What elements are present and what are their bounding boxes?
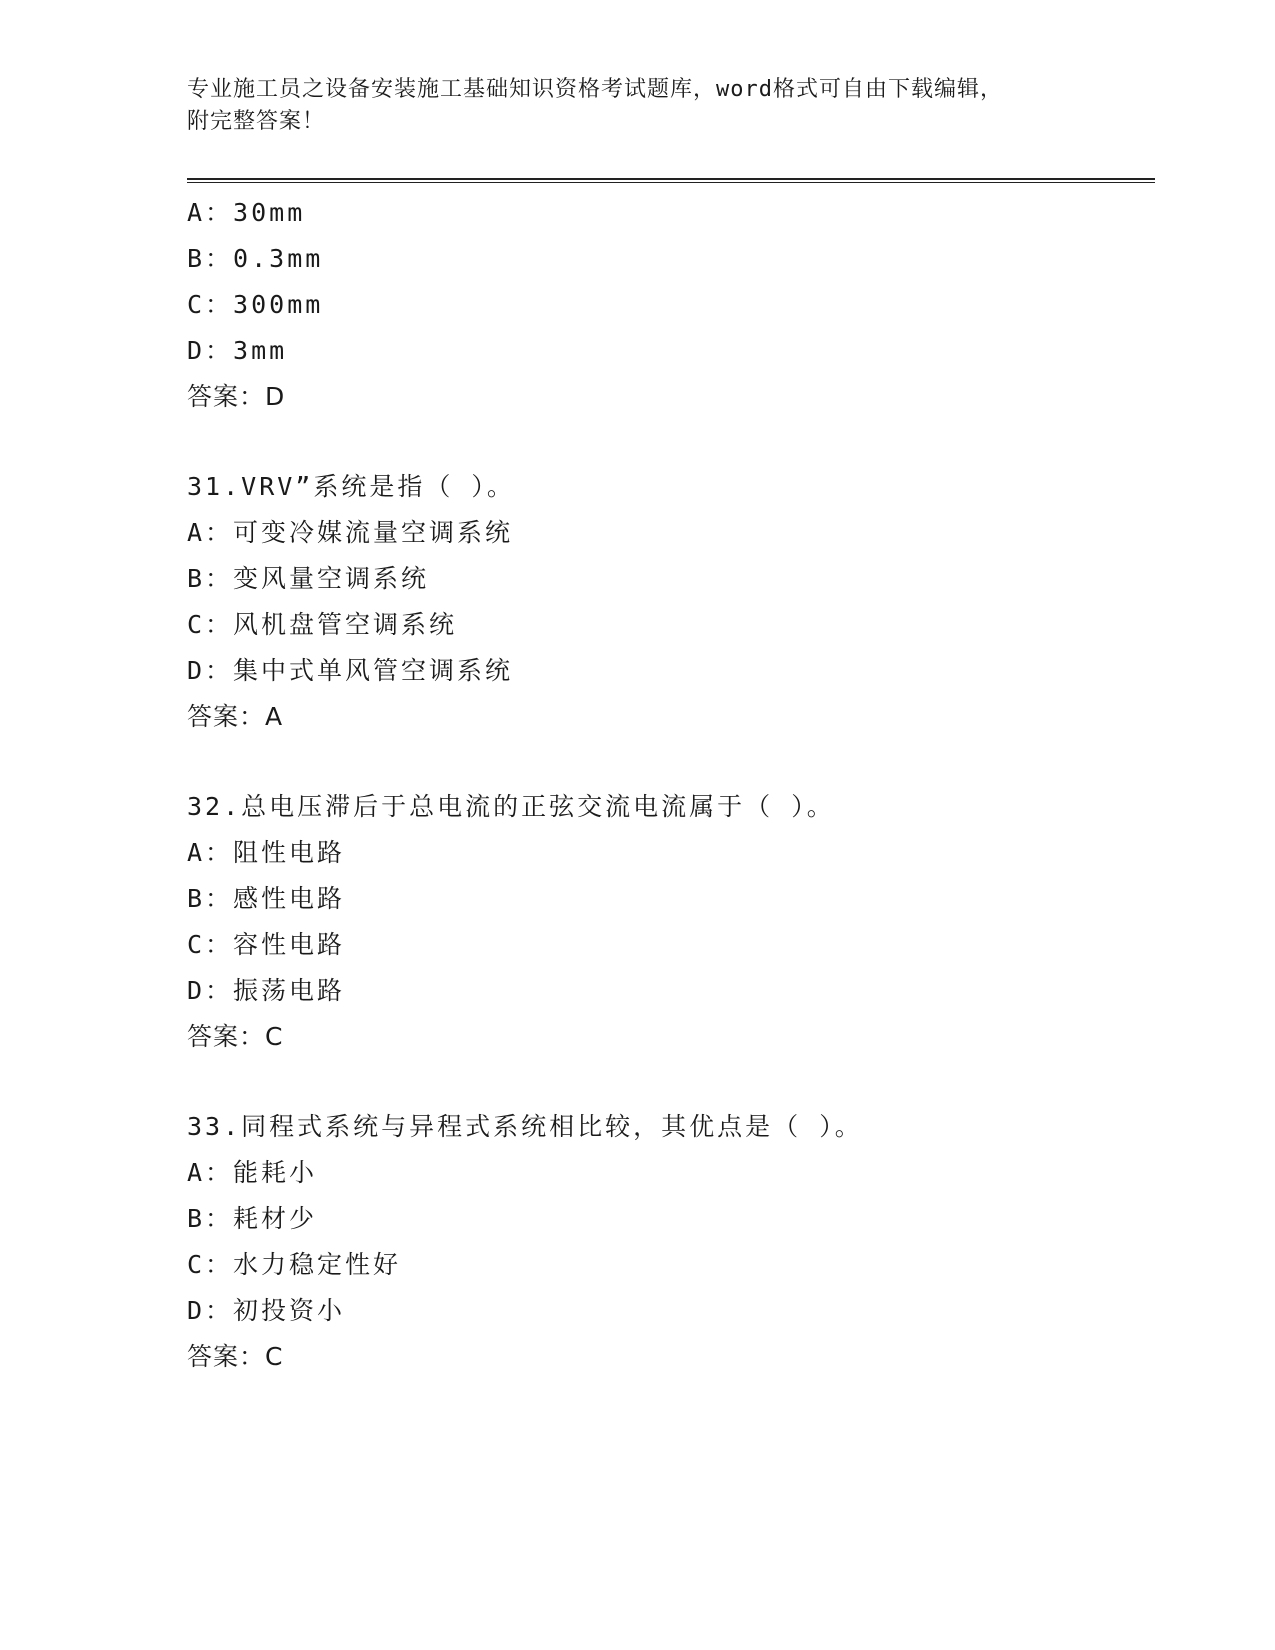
answer: 答案：D xyxy=(187,382,286,411)
option-d: D：初投资小 xyxy=(187,1296,346,1325)
document-header xyxy=(187,74,1087,138)
spacer xyxy=(187,1060,1147,1104)
question-list xyxy=(187,190,1147,1380)
option-d: D：集中式单风管空调系统 xyxy=(187,656,514,685)
header-line-1: 专业施工员之设备安装施工基础知识资格考试题库，word格式可自由下载编辑， xyxy=(187,77,1003,102)
option-a: A：能耗小 xyxy=(187,1158,318,1187)
option-c: C：风机盘管空调系统 xyxy=(187,610,458,639)
option-a: A：30mm xyxy=(187,198,306,227)
question-32 xyxy=(187,784,1147,1060)
header-line-2: 附完整答案！ xyxy=(187,109,326,134)
question-text: 32.总电压滞后于总电流的正弦交流电流属于（ ）。 xyxy=(187,792,835,821)
option-c: C：容性电路 xyxy=(187,930,346,959)
header-divider-thick xyxy=(187,178,1155,180)
option-b: B：变风量空调系统 xyxy=(187,564,430,593)
spacer xyxy=(187,740,1147,784)
question-30 xyxy=(187,190,1147,420)
option-a: A：阻性电路 xyxy=(187,838,346,867)
question-text: 31.VRV”系统是指（ ）。 xyxy=(187,472,515,501)
answer: 答案：C xyxy=(187,1022,284,1051)
question-text: 33.同程式系统与异程式系统相比较，其优点是（ ）。 xyxy=(187,1112,863,1141)
option-b: B：0.3mm xyxy=(187,244,324,273)
option-d: D：振荡电路 xyxy=(187,976,346,1005)
answer: 答案：A xyxy=(187,702,284,731)
option-c: C：水力稳定性好 xyxy=(187,1250,402,1279)
question-31 xyxy=(187,464,1147,740)
option-c: C：300mm xyxy=(187,290,324,319)
option-d: D：3mm xyxy=(187,336,288,365)
option-b: B：耗材少 xyxy=(187,1204,318,1233)
option-a: A：可变冷媒流量空调系统 xyxy=(187,518,514,547)
question-33 xyxy=(187,1104,1147,1380)
answer: 答案：C xyxy=(187,1342,284,1371)
option-b: B：感性电路 xyxy=(187,884,346,913)
header-divider-thin xyxy=(187,182,1155,183)
spacer xyxy=(187,420,1147,464)
